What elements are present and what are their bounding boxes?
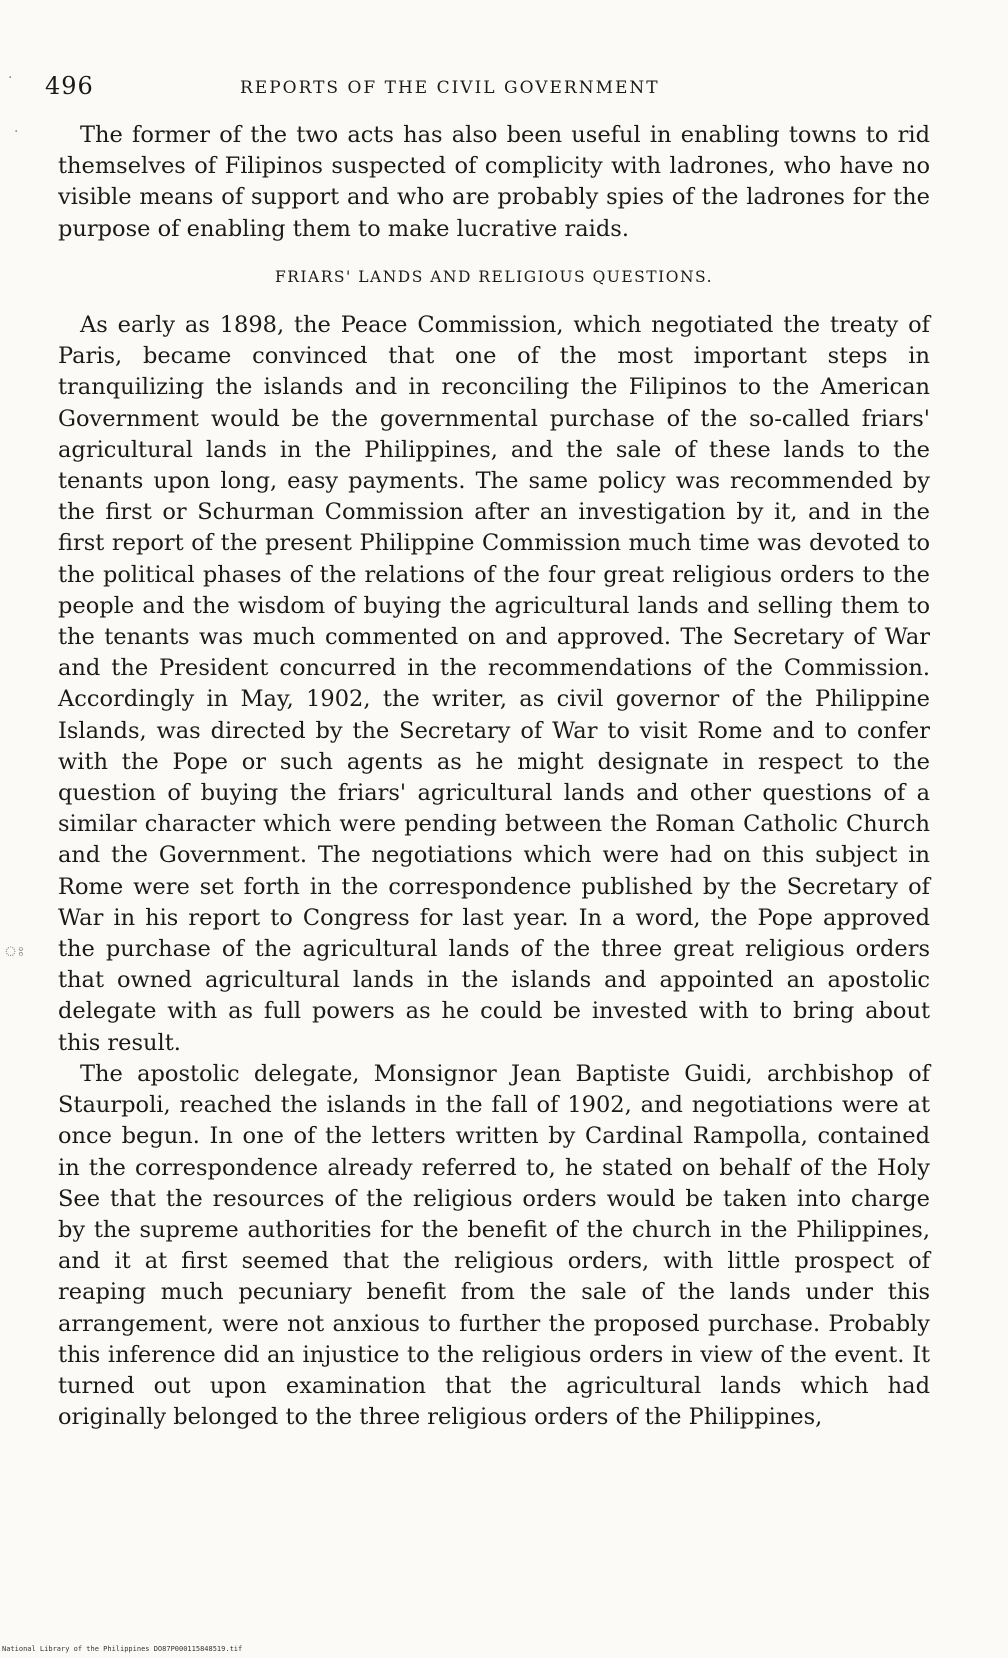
section-heading: FRIARS' LANDS AND RELIGIOUS QUESTIONS.: [275, 267, 713, 286]
page-header: [45, 72, 925, 102]
paragraph-3: The apostolic delegate, Monsignor Jean Baptiste Guidi, archbishop of Staurpoli, reached the islands in the fall of 1902, and negotiations were at once begun. In one of the letters written by Cardinal Rampolla, contained in the correspondence already referred to, he stated on behalf of the Holy See that the resources of the religious orders would be taken into charge by the supreme authorities for the benefit of the church in the Philippines, and it at first seemed that the religious orders, with little prospect of reaping much pecuniary benefit from the sale of the lands under this arrangement, were not anxious to further the proposed purchase. Probably this inference did an injustice to the religious orders in view of the event. It turned out upon examination that the agricultural lands which had originally belonged to the three religious orders of the Philippines,: [58, 1060, 930, 1431]
running-head: REPORTS OF THE CIVIL GOVERNMENT: [240, 78, 660, 98]
paragraph-2: As early as 1898, the Peace Commission, which negotiated the treaty of Paris, became convinced that one of the most important steps in tranquilizing the islands and in reconciling the Filipinos to the American Government would be the governmental purchase of the so-called friars' agricultural lands in the Philippines, and the sale of these lands to the tenants upon long, easy payments. The same policy was recommended by the first or Schurman Commission after an investigation by it, and in the first report of the present Philippine Commission much time was devoted to the political phases of the relations of the four great religious orders to the people and the wisdom of buying the agricultural lands and selling them to the tenants was much commented on and approved. The Secretary of War and the President concurred in the recommendations of the Commission. Accordingly in May, 1902, the writer, as civil governor of the Philippine Islands, was directed by the Secretary of War to visit Rome and to confer with the Pope or such agents as he might designate in respect to the question of buying the friars' agricultural lands and other questions of a similar character which were pending between the Roman Catholic Church and the Government. The negotiations which were had on this subject in Rome were set forth in the correspondence published by the Secretary of War in his report to Congress for last year. In a word, the Pope approved the purchase of the agricultural lands of the three great religious orders that owned agricultural lands in the islands and appointed an apostolic delegate with as full powers as he could be invested with to bring about this result.: [58, 312, 930, 1056]
body-text: [58, 120, 930, 1433]
scan-footer-note: National Library of the Philippines DO87P000115848519.tif: [2, 1645, 243, 1653]
page-number: 496: [45, 72, 94, 100]
scan-speck: ·: [14, 124, 19, 140]
scan-speck: ·: [8, 70, 13, 86]
scan-speck: ঃ: [4, 944, 25, 960]
paragraph-1: The former of the two acts has also been useful in enabling towns to rid themselves of Filipinos suspected of complicity with ladrones, who have no visible means of support and who are probably spies of the ladrones for the purpose of enabling them to make lucrative raids.: [58, 122, 930, 242]
